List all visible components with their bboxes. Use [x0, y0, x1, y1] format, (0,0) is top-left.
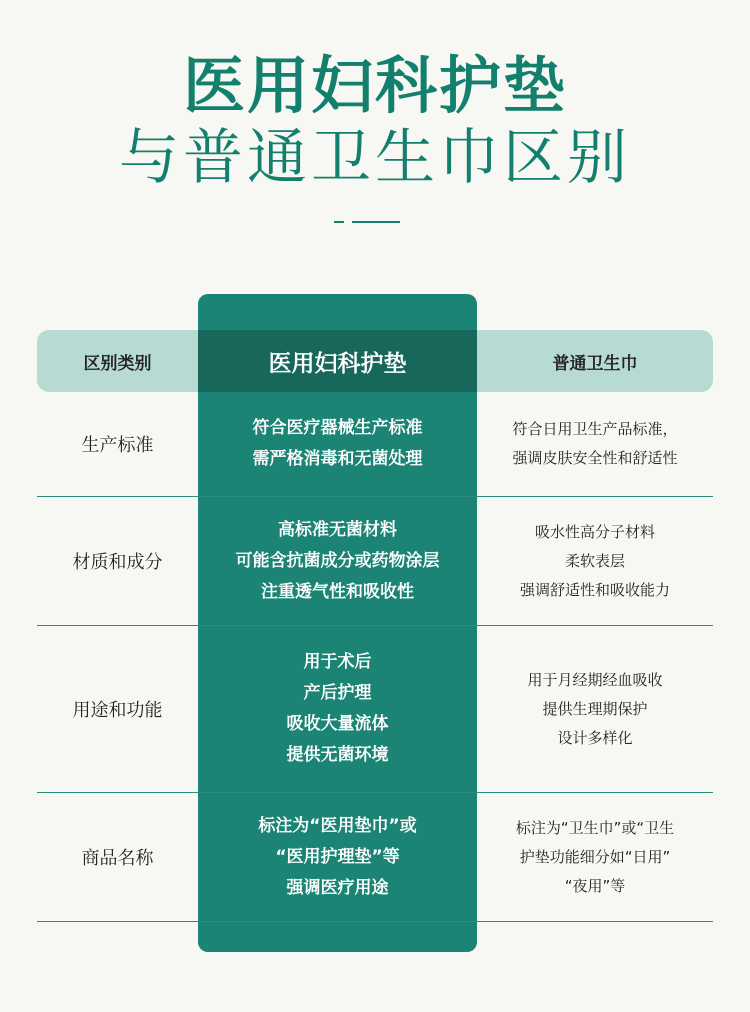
medical-line: 高标准无菌材料	[278, 519, 397, 540]
header-regular-pad: 普通卫生巾	[552, 353, 638, 374]
row-category	[37, 392, 198, 496]
regular-line: 符合日用卫生产品标准，	[512, 420, 678, 438]
row-category	[37, 497, 198, 625]
medical-cell	[198, 626, 477, 792]
regular-line: 用于月经期经血吸收	[527, 670, 663, 689]
medical-line: 符合医疗器械生产标准	[252, 418, 423, 438]
regular-line: “夜用”等	[564, 876, 626, 895]
regular-line: 提供生理期保护	[542, 699, 648, 718]
regular-line: 标注为“卫生巾”或“卫生	[515, 818, 675, 837]
row-divider	[37, 921, 713, 922]
medical-line: 吸收大量流体	[286, 714, 389, 734]
table-row	[37, 497, 713, 625]
category-label: 用途和功能	[72, 700, 163, 721]
medical-line: 标注为“医用垫巾”或	[258, 815, 417, 836]
category-label: 材质和成分	[72, 552, 163, 573]
row-category	[37, 626, 198, 792]
page-title: 医用妇科护垫	[182, 49, 567, 122]
medical-line: 提供无菌环境	[286, 745, 389, 765]
page-subtitle: 与普通卫生巾区别	[119, 123, 631, 193]
medical-line: 用于术后	[303, 652, 372, 672]
table-row	[37, 392, 713, 496]
medical-cell	[198, 793, 477, 921]
regular-line: 柔软表层	[564, 551, 625, 570]
header-medical-pad: 医用妇科护垫	[268, 350, 407, 377]
row-category	[37, 793, 198, 921]
regular-cell	[477, 793, 713, 921]
medical-line: 注重透气性和吸收性	[261, 581, 414, 602]
category-label: 商品名称	[81, 848, 154, 869]
medical-line: 可能含抗菌成分或药物涂层	[235, 550, 440, 571]
title-divider-long	[352, 221, 400, 223]
table-row	[37, 626, 713, 792]
category-label: 生产标准	[81, 435, 154, 456]
medical-cell	[198, 392, 477, 496]
medical-line: 需严格消毒和无菌处理	[252, 449, 423, 469]
regular-cell	[477, 392, 713, 496]
header-category: 区别类别	[83, 353, 152, 374]
title-divider-short	[334, 221, 344, 223]
regular-line: 设计多样化	[557, 728, 633, 747]
regular-line: 强调皮肤安全性和舒适性	[512, 449, 678, 467]
regular-line: 吸水性高分子材料	[534, 522, 655, 541]
medical-line: 强调医疗用途	[286, 877, 389, 898]
regular-cell	[477, 626, 713, 792]
medical-line: “医用护理垫”等	[275, 846, 400, 867]
regular-cell	[477, 497, 713, 625]
medical-cell	[198, 497, 477, 625]
regular-line: 护垫功能细分如“日用”	[519, 847, 671, 866]
table-row	[37, 793, 713, 921]
regular-line: 强调舒适性和吸收能力	[519, 580, 670, 599]
medical-line: 产后护理	[303, 683, 372, 703]
